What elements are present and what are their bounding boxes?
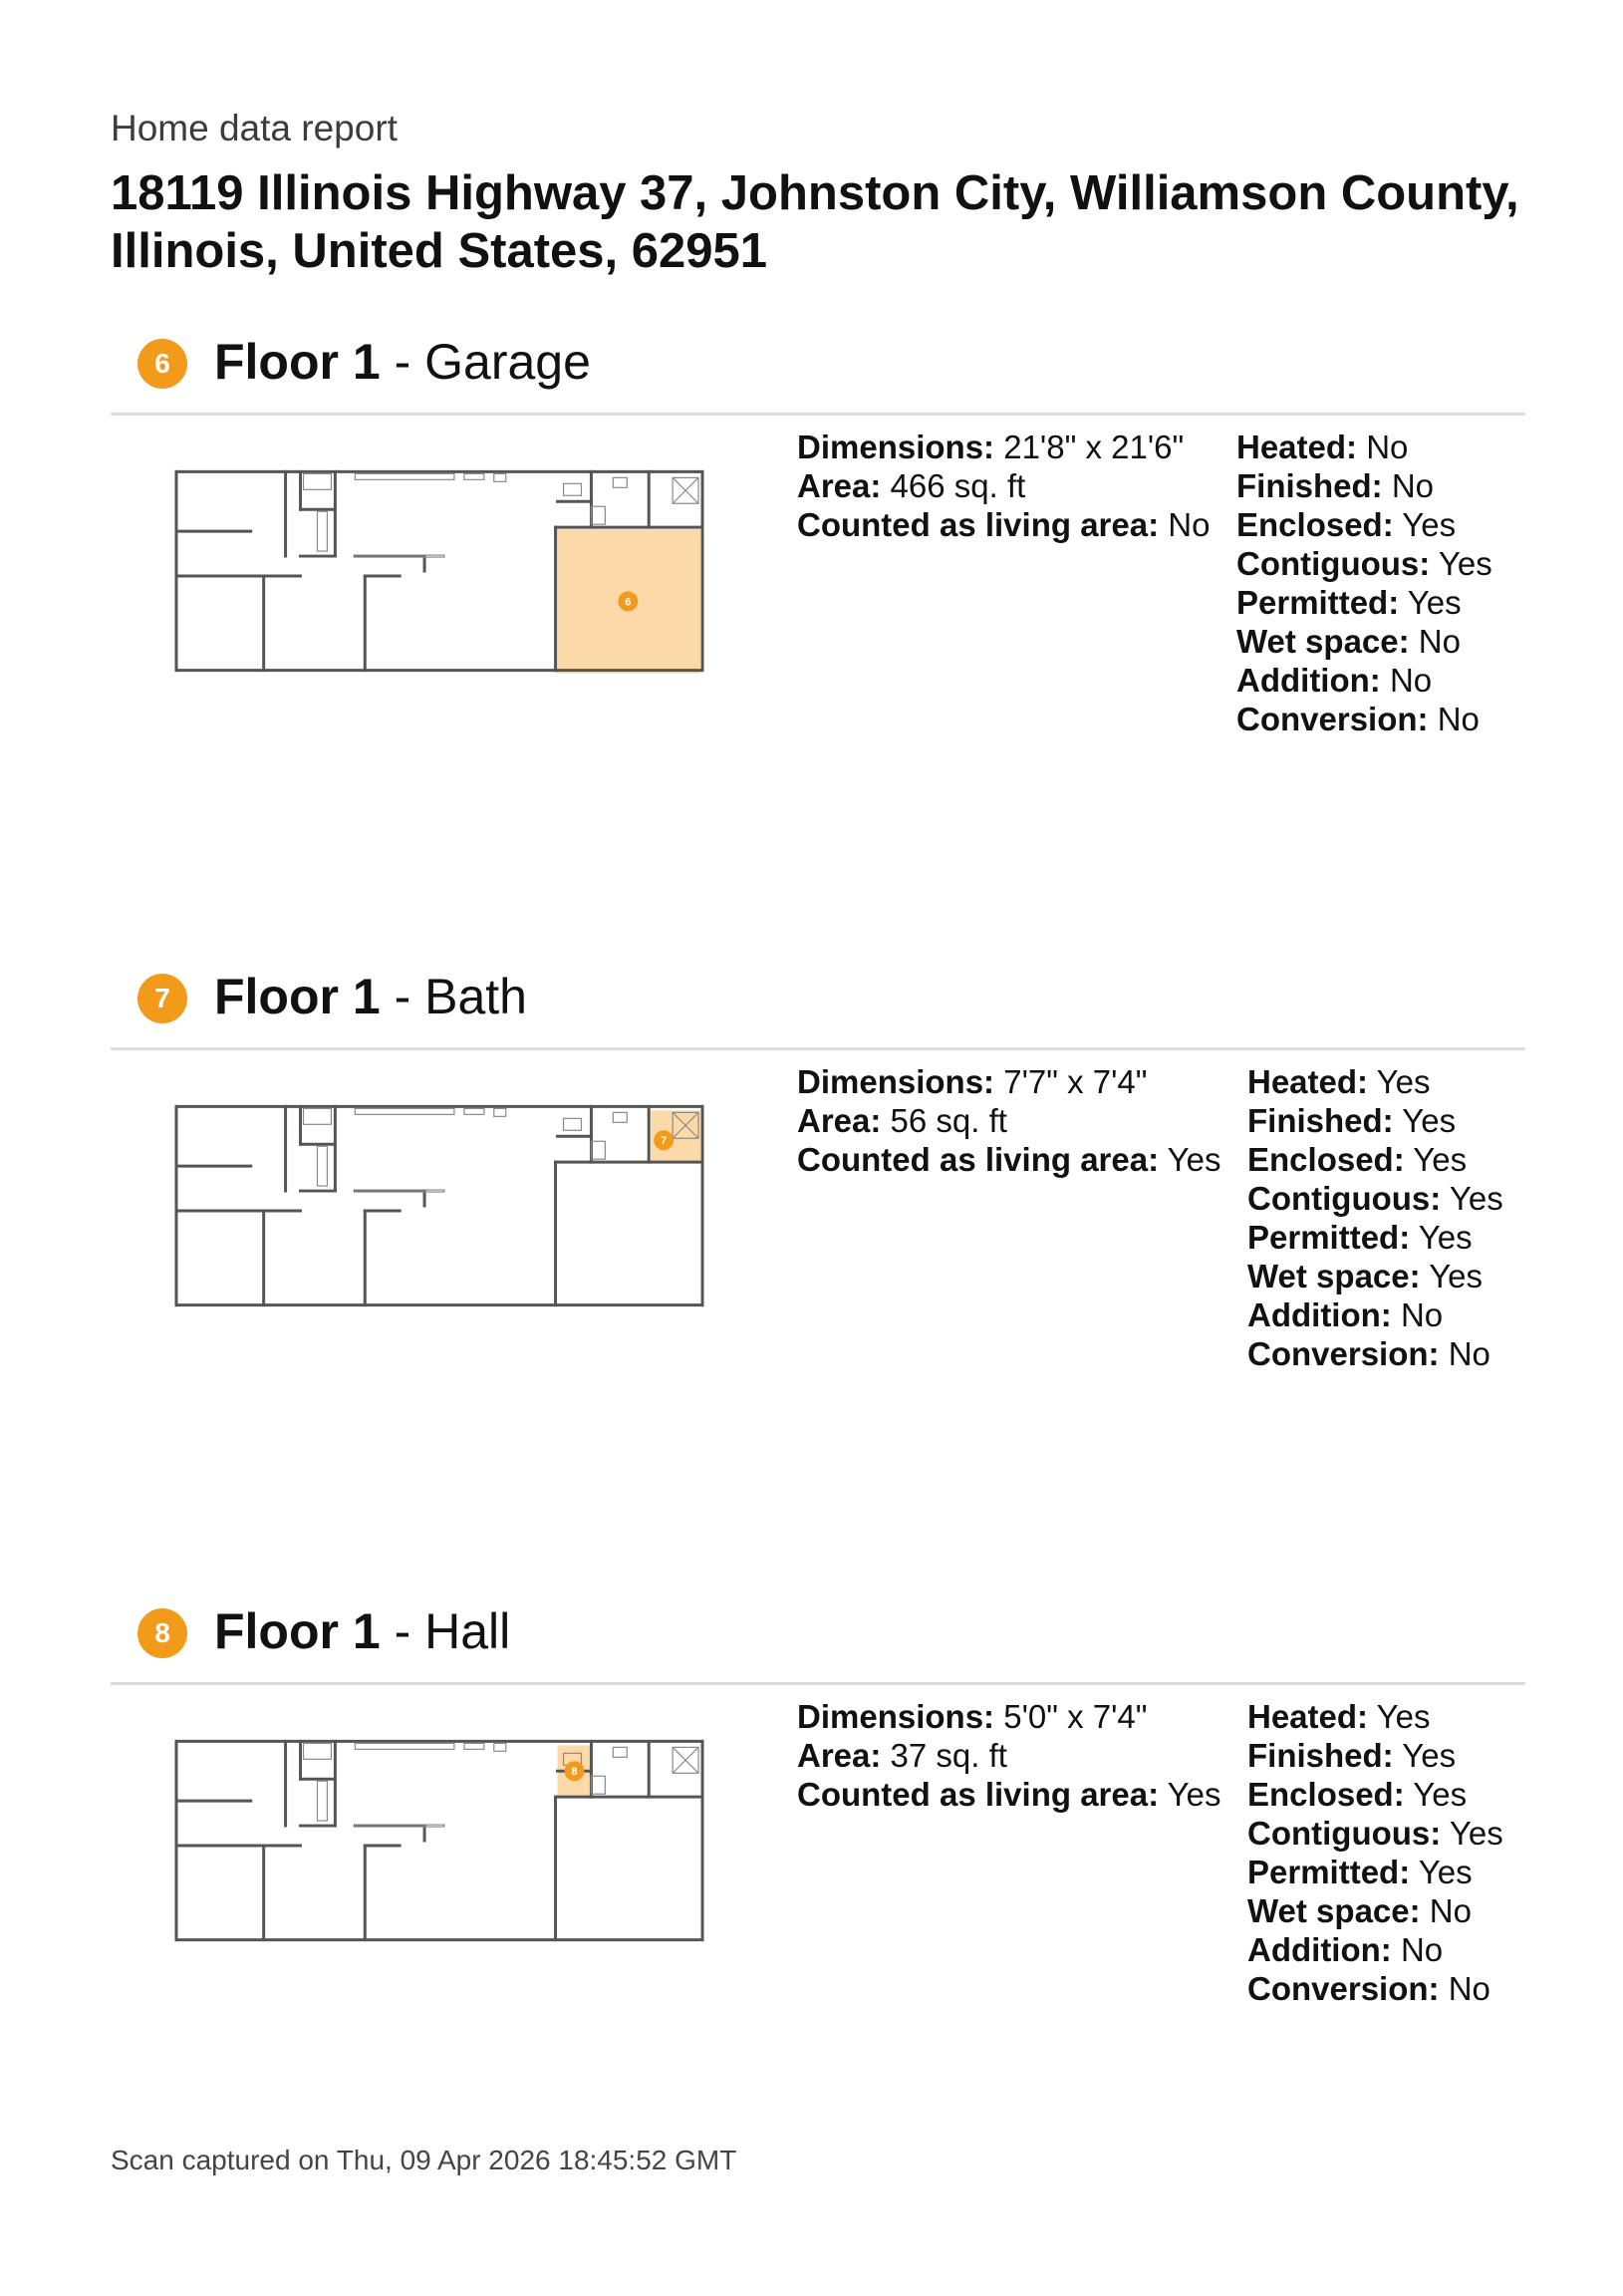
plan-fixture [304,473,332,489]
room-number-badge: 7 [137,974,187,1023]
plan-fixture [494,1108,506,1116]
room-marker [618,591,638,611]
feature-heated: Heated: Yes [1247,1698,1431,1735]
room-name: Hall [424,1603,511,1659]
plan-fixture [564,1118,582,1130]
room-marker [565,1761,585,1781]
room-marker [654,1130,674,1150]
section-divider [111,1682,1525,1685]
room-heading [214,966,527,1027]
detail-area: Area: 466 sq. ft [797,467,1026,504]
floor-plan-drawing [174,1102,704,1311]
room-floor: Floor 1 [214,969,381,1024]
room-details [797,1062,1221,1179]
room-marker-label: 6 [625,596,632,609]
detail-dimensions: Dimensions: 21'8" x 21'6" [797,429,1185,465]
room-section-hall [0,1586,1623,2194]
floor-plan [174,1737,704,1946]
feature-enclosed: Enclosed: Yes [1236,506,1457,543]
detail-dimensions: Dimensions: 7'7" x 7'4" [797,1063,1148,1100]
plan-fixture [317,511,327,551]
plan-fixture [464,1743,484,1749]
feature-addition: Addition: No [1247,1296,1444,1333]
feature-permitted: Permitted: Yes [1236,584,1462,621]
plan-fixture [355,473,454,479]
plan-fixture [591,1776,605,1794]
plan-fixture [613,477,627,487]
room-heading [214,1600,510,1662]
plan-fixture [591,1141,605,1159]
room-heading-separator: - [380,1603,425,1659]
feature-wet-space: Wet space: Yes [1247,1258,1484,1294]
scan-timestamp: Scan captured on Thu, 09 Apr 2026 18:45:52 GMT [111,2145,737,2175]
feature-addition: Addition: No [1247,1931,1444,1968]
room-features [1236,428,1492,738]
room-section-garage [0,317,1623,925]
detail-living-area: Counted as living area: No [797,506,1211,543]
feature-permitted: Permitted: Yes [1247,1219,1473,1256]
plan-fixture [673,477,698,503]
room-name: Bath [424,969,527,1024]
section-divider [111,413,1525,416]
plan-fixture [613,1112,627,1122]
detail-area: Area: 37 sq. ft [797,1737,1007,1774]
room-details [797,1697,1221,1814]
feature-conversion: Conversion: No [1236,701,1480,737]
room-number-badge: 6 [137,339,187,389]
address-line-2: Illinois, United States, 62951 [111,224,768,278]
plan-fixture [304,1743,332,1759]
feature-enclosed: Enclosed: Yes [1247,1776,1468,1813]
plan-fixture [317,1781,327,1821]
room-section-bath [0,952,1623,1560]
feature-heated: Heated: Yes [1247,1063,1431,1100]
detail-dimensions: Dimensions: 5'0" x 7'4" [797,1698,1148,1735]
report-kicker: Home data report [111,108,398,148]
plan-fixture [464,473,484,479]
room-name: Garage [424,334,591,390]
feature-contiguous: Contiguous: Yes [1247,1180,1503,1217]
plan-fixture [317,1146,327,1186]
section-divider [111,1047,1525,1050]
plan-fixture [564,483,582,495]
room-floor: Floor 1 [214,1603,381,1659]
floor-plan [174,467,704,677]
room-heading [214,331,591,393]
feature-addition: Addition: No [1236,662,1433,699]
feature-heated: Heated: No [1236,429,1409,465]
room-marker-label: 8 [571,1766,578,1779]
detail-living-area: Counted as living area: Yes [797,1141,1221,1178]
floor-plan-drawing [174,467,704,677]
feature-wet-space: Wet space: No [1247,1892,1472,1929]
floor-plan-drawing [174,1737,704,1946]
room-number-badge: 8 [137,1608,187,1658]
feature-finished: Finished: Yes [1247,1737,1457,1774]
room-heading-separator: - [380,334,425,390]
plan-fixture [304,1108,332,1124]
feature-contiguous: Contiguous: Yes [1247,1815,1503,1852]
floor-plan [174,1102,704,1311]
feature-wet-space: Wet space: No [1236,623,1461,660]
feature-enclosed: Enclosed: Yes [1247,1141,1468,1178]
plan-fixture [494,473,506,481]
plan-fixture [464,1108,484,1114]
plan-fixture [355,1108,454,1114]
feature-conversion: Conversion: No [1247,1335,1490,1372]
plan-fixture [355,1743,454,1749]
room-features [1247,1697,1503,2008]
plan-fixture [673,1747,698,1773]
address-line-1: 18119 Illinois Highway 37, Johnston City, Williamson County, [111,166,1519,220]
feature-finished: Finished: No [1236,467,1435,504]
feature-conversion: Conversion: No [1247,1970,1490,2007]
detail-living-area: Counted as living area: Yes [797,1776,1221,1813]
feature-permitted: Permitted: Yes [1247,1854,1473,1890]
room-floor: Floor 1 [214,334,381,390]
room-heading-separator: - [380,969,425,1024]
plan-fixture [494,1743,506,1751]
detail-area: Area: 56 sq. ft [797,1102,1007,1139]
room-marker-label: 7 [661,1135,668,1148]
room-details [797,428,1210,544]
feature-finished: Finished: Yes [1247,1102,1457,1139]
plan-fixture [591,506,605,524]
property-address [111,164,1525,280]
room-features [1247,1062,1503,1373]
plan-fixture [613,1747,627,1757]
feature-contiguous: Contiguous: Yes [1236,545,1492,582]
